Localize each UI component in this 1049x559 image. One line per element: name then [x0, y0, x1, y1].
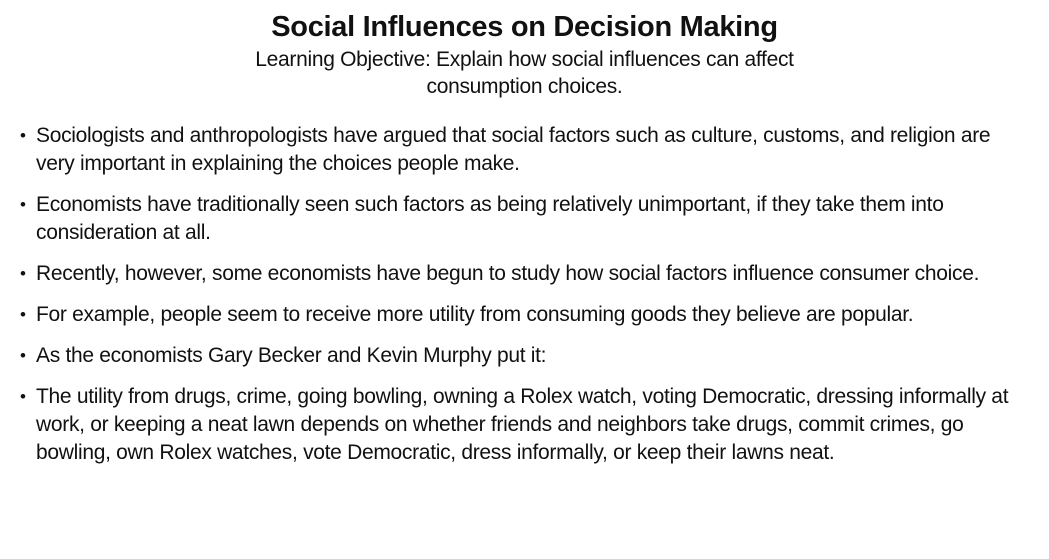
bullet-text: The utility from drugs, crime, going bowling, owning a Rolex watch, voting Democratic, dressing informally at work, or keeping a neat lawn depends on whether friends and neighbors take drugs, commit crimes, go bowling, own Rolex watches, vote Democratic, dress informally, or keep their lawns neat. [36, 385, 1009, 464]
bullet-list [18, 122, 1031, 467]
bullet-marker: • [20, 126, 26, 145]
list-item [18, 383, 1031, 467]
list-item [18, 260, 1031, 288]
list-item [18, 191, 1031, 247]
list-item [18, 342, 1031, 370]
bullet-marker: • [20, 264, 26, 283]
bullet-marker: • [20, 346, 26, 365]
slide-subtitle-line-2: consumption choices. [426, 75, 623, 98]
bullet-marker: • [20, 387, 26, 406]
bullet-text: For example, people seem to receive more utility from consuming goods they believe are popular. [36, 303, 914, 326]
bullet-text: Recently, however, some economists have begun to study how social factors influence consumer choice. [36, 262, 980, 285]
list-item [18, 301, 1031, 329]
slide-title: Social Influences on Decision Making [271, 11, 778, 43]
bullet-text: Sociologists and anthropologists have argued that social factors such as culture, customs, and religion are very important in explaining the choices people make. [36, 124, 991, 175]
bullet-text: As the economists Gary Becker and Kevin Murphy put it: [36, 344, 547, 367]
slide-subtitle [18, 46, 1031, 100]
list-item [18, 122, 1031, 178]
bullet-text: Economists have traditionally seen such factors as being relatively unimportant, if they take them into consideration at all. [36, 193, 944, 244]
bullet-marker: • [20, 305, 26, 324]
slide-header [18, 8, 1031, 100]
slide-subtitle-line-1: Learning Objective: Explain how social influences can affect [255, 48, 794, 71]
bullet-marker: • [20, 195, 26, 214]
